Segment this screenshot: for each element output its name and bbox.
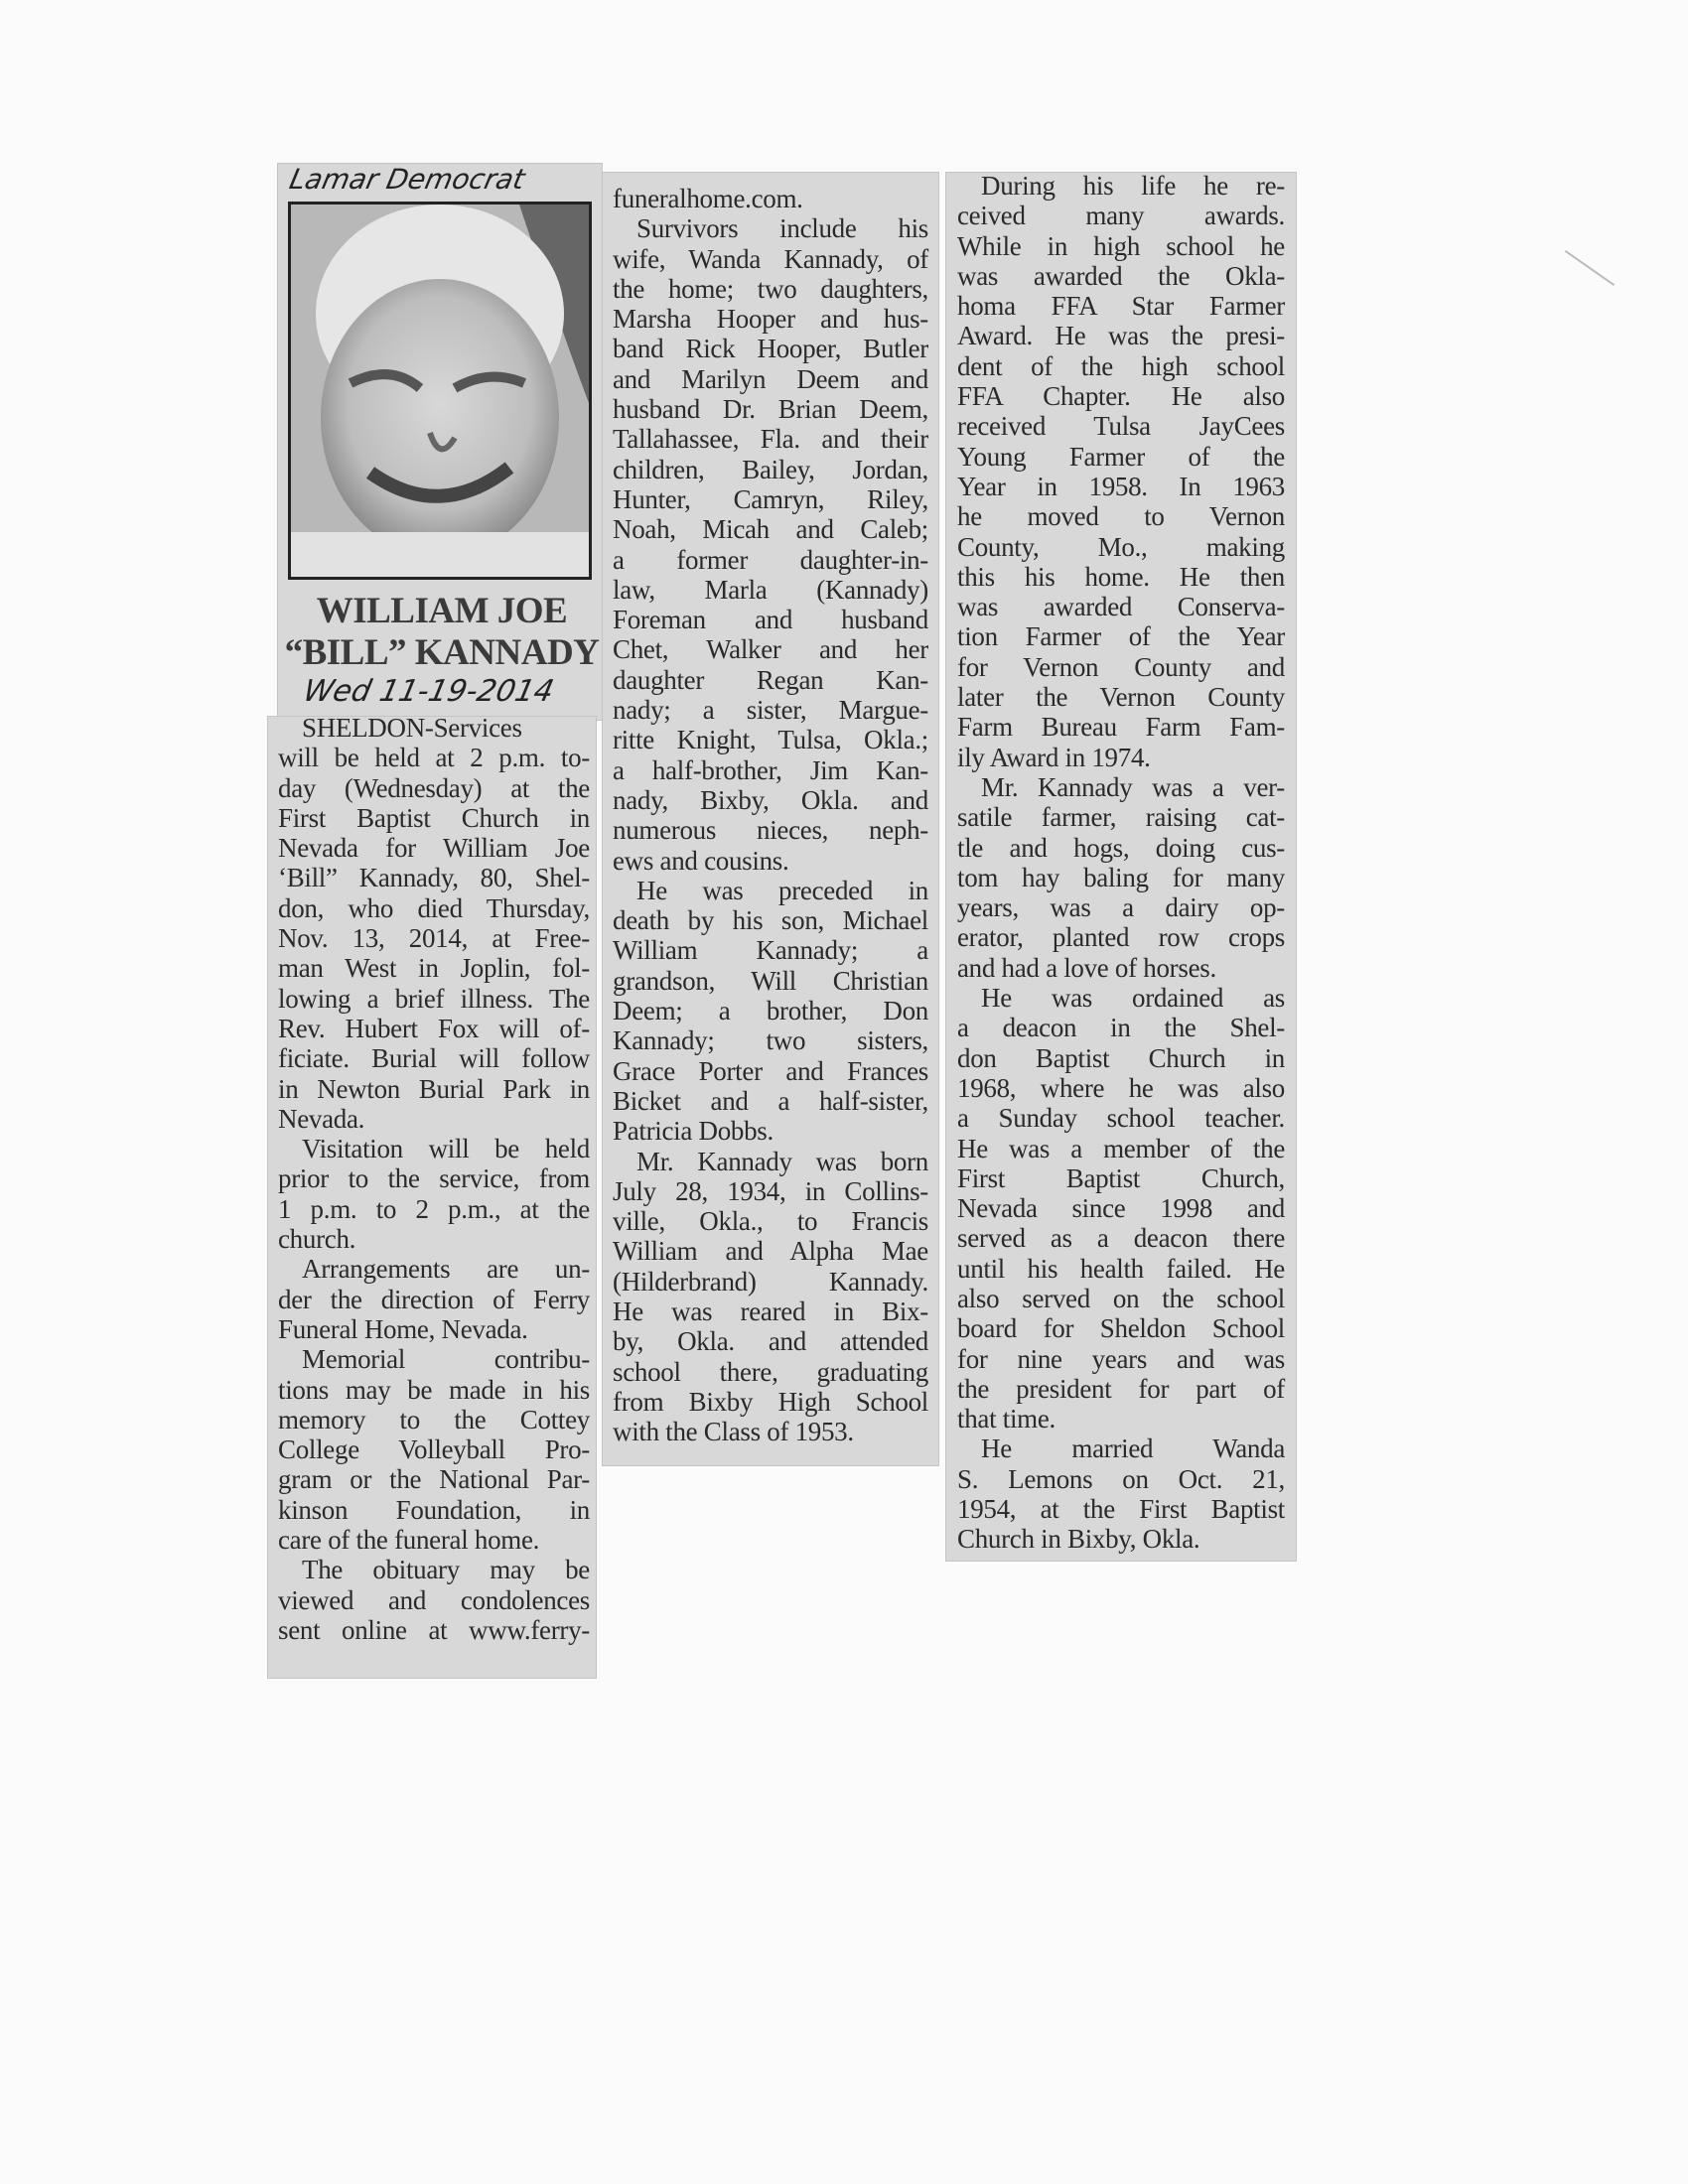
paragraph (957, 1433, 1285, 1554)
text-line: viewed and condolences (278, 1584, 590, 1615)
text-line: numerous nieces, neph- (613, 815, 928, 846)
text-line: from Bixby High School (613, 1386, 928, 1417)
text-line: band Rick Hooper, Butler (613, 334, 928, 364)
text-line: Bicket and a half-sister, (613, 1085, 928, 1116)
handwritten-date: Wed 11-19-2014 (300, 674, 557, 709)
text-line: While in high school he (957, 230, 1285, 261)
text-line: received Tulsa JayCees (957, 411, 1285, 442)
text-line: Survivors include his (636, 213, 928, 244)
text-line: served as a deacon there (957, 1223, 1285, 1254)
handwritten-newspaper-name: Lamar Democrat (286, 163, 528, 196)
headline-nickname-surname: “BILL” KANNADY (284, 632, 600, 673)
text-line: Nevada for William Joe (278, 833, 590, 864)
text-line: During his life he re- (981, 171, 1285, 201)
obituary-column-1 (278, 713, 590, 1645)
paragraph (613, 1147, 928, 1447)
text-line: this his home. He then (957, 561, 1285, 592)
text-line: that time. (957, 1404, 1055, 1434)
text-line: kinson Foundation, in (278, 1494, 590, 1525)
text-line: prior to the service, from (278, 1163, 590, 1194)
text-line: dent of the high school (957, 350, 1285, 381)
text-line: church. (278, 1224, 356, 1255)
text-line: FFA Chapter. He also (957, 381, 1285, 412)
text-line: don Baptist Church in (957, 1042, 1285, 1073)
headline-name: WILLIAM JOE (316, 591, 568, 631)
text-line: funeralhome.com. (613, 184, 803, 213)
text-line: children, Bailey, Jordan, (613, 454, 928, 484)
text-line: County, Mo., making (957, 531, 1285, 562)
paragraph (278, 1344, 590, 1555)
text-line: He was a member of the (957, 1133, 1285, 1163)
text-line: the president for part of (957, 1373, 1285, 1404)
text-line: Hunter, Camryn, Riley, (613, 483, 928, 514)
paragraph (278, 1555, 590, 1645)
text-line: and Marilyn Deem and (613, 363, 928, 394)
text-line: ews and cousins. (613, 845, 789, 876)
paragraph (278, 1254, 590, 1344)
text-line: board for Sheldon School (957, 1313, 1285, 1344)
text-line: Award. He was the presi- (957, 321, 1285, 351)
text-line: and had a love of horses. (957, 952, 1216, 983)
text-line: law, Marla (Kannady) (613, 574, 928, 605)
text-line: a former daughter-in- (613, 544, 928, 575)
paragraph (613, 184, 928, 213)
text-line: He was preceded in (636, 875, 928, 905)
text-line: Funeral Home, Nevada. (278, 1313, 528, 1344)
text-line: years, was a dairy op- (957, 892, 1285, 923)
text-line: July 28, 1934, in Collins- (613, 1175, 928, 1206)
text-line: ville, Okla., to Francis (613, 1206, 928, 1237)
paragraph (957, 772, 1285, 983)
text-line: care of the funeral home. (278, 1525, 540, 1556)
text-line: 1968, where he was also (957, 1072, 1285, 1103)
text-line: Foreman and husband (613, 605, 928, 635)
text-line: for nine years and was (957, 1343, 1285, 1374)
text-line: tions may be made in his (278, 1374, 590, 1405)
text-line: homa FFA Star Farmer (957, 291, 1285, 322)
text-line: erator, planted row crops (957, 922, 1285, 953)
text-line: ‘Bill” Kannady, 80, Shel- (278, 863, 590, 893)
text-line: don, who died Thursday, (278, 892, 590, 923)
text-line: 1 p.m. to 2 p.m., at the (278, 1193, 590, 1224)
text-line: a Sunday school teacher. (957, 1103, 1285, 1134)
scan-mark (1565, 250, 1615, 286)
text-line: until his health failed. He (957, 1253, 1285, 1284)
text-line: gram or the National Par- (278, 1464, 590, 1495)
portrait-photo-icon (291, 205, 589, 577)
text-line: also served on the school (957, 1283, 1285, 1313)
paragraph (278, 713, 590, 1134)
text-line: Patricia Dobbs. (613, 1116, 774, 1147)
text-line: satile farmer, raising cat- (957, 802, 1285, 833)
text-line: He was reared in Bix- (613, 1296, 928, 1326)
paragraph (957, 983, 1285, 1433)
text-line: for Vernon County and (957, 651, 1285, 682)
obituary-column-2 (613, 184, 928, 1446)
text-line: later the Vernon County (957, 682, 1285, 713)
text-line: Rev. Hubert Fox will of- (278, 1013, 590, 1043)
text-line: 1954, at the First Baptist (957, 1494, 1285, 1525)
text-line: Tallahassee, Fla. and their (613, 424, 928, 455)
text-line: man West in Joplin, fol- (278, 953, 590, 984)
text-line: ily Award in 1974. (957, 742, 1151, 772)
text-line: Visitation will be held (302, 1134, 590, 1164)
text-line: ceived many awards. (957, 201, 1285, 231)
text-line: was awarded Conserva- (957, 592, 1285, 622)
text-line: wife, Wanda Kannady, of (613, 243, 928, 274)
text-line: Mr. Kannady was a ver- (981, 771, 1285, 802)
text-line: nady; a sister, Margue- (613, 695, 928, 726)
text-line: William and Alpha Mae (613, 1236, 928, 1267)
paragraph (957, 171, 1285, 772)
paragraph (613, 213, 928, 876)
text-line: was awarded the Okla- (957, 260, 1285, 291)
text-line: der the direction of Ferry (278, 1284, 590, 1314)
text-line: First Baptist Church in (278, 802, 590, 833)
text-line: husband Dr. Brian Deem, (613, 394, 928, 425)
paragraph (613, 876, 928, 1147)
text-line: Deem; a brother, Don (613, 996, 928, 1026)
text-line: College Volleyball Pro- (278, 1434, 590, 1465)
text-line: he moved to Vernon (957, 501, 1285, 532)
obituary-column-3 (957, 171, 1285, 1555)
text-line: First Baptist Church, (957, 1162, 1285, 1193)
text-line: Memorial contribu- (302, 1344, 590, 1375)
text-line: Kannady; two sisters, (613, 1025, 928, 1056)
text-line: a deacon in the Shel- (957, 1013, 1285, 1043)
paragraph (278, 1134, 590, 1254)
text-line: tle and hogs, doing cus- (957, 832, 1285, 863)
text-line: SHELDON-Services (302, 713, 522, 743)
text-line: will be held at 2 p.m. to- (278, 743, 590, 773)
text-line: Mr. Kannady was born (636, 1146, 928, 1176)
text-line: The obituary may be (302, 1555, 590, 1585)
text-line: tom hay baling for many (957, 862, 1285, 892)
text-line: the home; two daughters, (613, 273, 928, 304)
text-line: school there, graduating (613, 1356, 928, 1387)
text-line: Arrangements are un- (302, 1254, 590, 1285)
text-line: death by his son, Michael (613, 905, 928, 936)
text-line: William Kannady; a (613, 935, 928, 966)
text-line: S. Lemons on Oct. 21, (957, 1463, 1285, 1494)
text-line: He married Wanda (981, 1433, 1285, 1464)
text-line: Year in 1958. In 1963 (957, 471, 1285, 501)
text-line: Noah, Micah and Caleb; (613, 514, 928, 545)
text-line: day (Wednesday) at the (278, 772, 590, 803)
text-line: sent online at www.ferry- (278, 1614, 590, 1645)
text-line: memory to the Cottey (278, 1404, 590, 1434)
text-line: Chet, Walker and her (613, 634, 928, 665)
text-line: Nevada. (278, 1103, 365, 1134)
text-line: with the Class of 1953. (613, 1417, 854, 1447)
text-line: He was ordained as (981, 983, 1285, 1014)
text-line: ficiate. Burial will follow (278, 1043, 590, 1074)
text-line: ritte Knight, Tulsa, Okla.; (613, 725, 928, 755)
text-line: Grace Porter and Frances (613, 1055, 928, 1086)
text-line: in Newton Burial Park in (278, 1073, 590, 1104)
text-line: (Hilderbrand) Kannady. (613, 1266, 928, 1297)
text-line: Nevada since 1998 and (957, 1193, 1285, 1224)
portrait-photo (288, 202, 592, 580)
text-line: grandson, Will Christian (613, 965, 928, 996)
text-line: lowing a brief illness. The (278, 983, 590, 1014)
text-line: daughter Regan Kan- (613, 664, 928, 695)
text-line: by, Okla. and attended (613, 1326, 928, 1357)
text-line: tion Farmer of the Year (957, 621, 1285, 652)
text-line: nady, Bixby, Okla. and (613, 784, 928, 815)
text-line: Farm Bureau Farm Fam- (957, 712, 1285, 743)
text-line: Young Farmer of the (957, 441, 1285, 472)
text-line: a half-brother, Jim Kan- (613, 754, 928, 785)
text-line: Nov. 13, 2014, at Free- (278, 923, 590, 954)
text-line: Marsha Hooper and hus- (613, 304, 928, 335)
text-line: Church in Bixby, Okla. (957, 1524, 1200, 1555)
